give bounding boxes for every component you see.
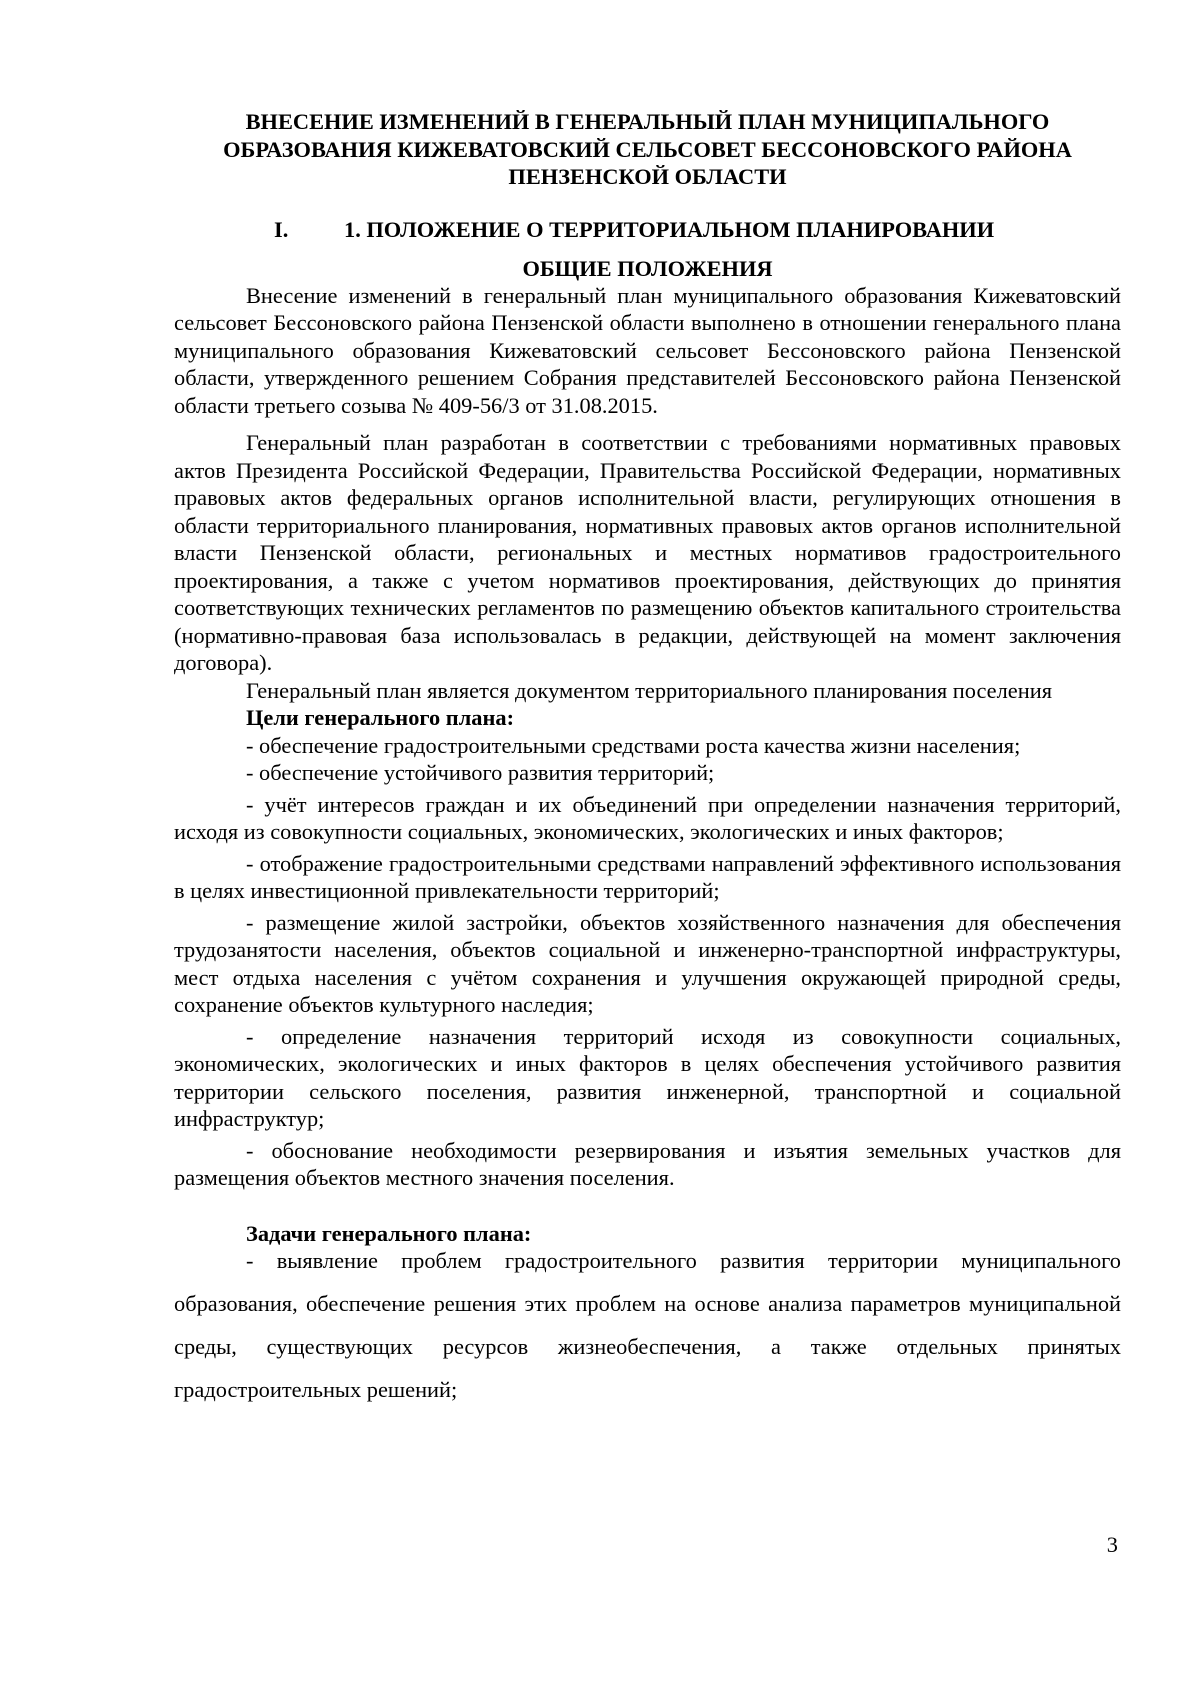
section-number: I. <box>274 216 289 242</box>
goals-heading: Цели генерального плана: <box>246 705 515 730</box>
title-line-3: ПЕНЗЕНСКОЙ ОБЛАСТИ <box>508 164 787 189</box>
goal-item: - обеспечение устойчивого развития территорий; <box>246 760 715 785</box>
tasks-heading: Задачи генерального плана: <box>246 1220 532 1246</box>
goal-item: - обеспечение градостроительными средствами роста качества жизни населения; <box>246 732 1021 758</box>
document-page <box>174 108 1121 1411</box>
section-heading <box>174 216 1121 244</box>
document-title <box>174 108 1121 191</box>
goal-item: - обоснование необходимости резервирования и изъятия земельных участков для размещения объектов местного значения поселения. <box>174 1137 1121 1190</box>
page-number: 3 <box>1106 1532 1118 1557</box>
section-title: 1. ПОЛОЖЕНИЕ О ТЕРРИТОРИАЛЬНОМ ПЛАНИРОВАНИИ <box>344 216 995 242</box>
paragraph-definition: Генеральный план является документом территориального планирования поселения <box>246 677 1052 703</box>
title-line-1: ВНЕСЕНИЕ ИЗМЕНЕНИЙ В ГЕНЕРАЛЬНЫЙ ПЛАН МУНИЦИПАЛЬНОГО <box>245 109 1050 134</box>
goal-item: - размещение жилой застройки, объектов хозяйственного назначения для обеспечения трудозанятости населения, объектов социальной и инженерно-транспортной инфраструктуры, мест отдыха населения с учётом сохранения и улучшения окружающей природной среды, сохранение объектов культурного наследия; <box>174 909 1121 1017</box>
paragraph-legal-basis: Генеральный план разработан в соответствии с требованиями нормативных правовых актов Президента Российской Федерации, Правительства Российской Федерации, нормативных правовых актов федеральных органов исполнительной власти, регулирующих отношения в области территориального планирования, нормативных правовых актов органов исполнительной власти Пензенской области, региональных и местных нормативов градостроительного проектирования, а также с учетом нормативов проектирования, действующих до принятия соответствующих технических регламентов по размещению объектов капитального строительства (нормативно-правовая база использовалась в редакции, действующей на момент заключения договора). <box>174 430 1121 675</box>
title-line-2: ОБРАЗОВАНИЯ КИЖЕВАТОВСКИЙ СЕЛЬСОВЕТ БЕССОНОВСКОГО РАЙОНА <box>223 136 1072 162</box>
goal-item: - определение назначения территорий исходя из совокупности социальных, экономических, экологических и иных факторов в целях обеспечения устойчивого развития территории сельского поселения, развития инженерной, транспортной и социальной инфраструктур; <box>174 1023 1121 1131</box>
goal-item: - отображение градостроительными средствами направлений эффективного использования в целях инвестиционной привлекательности территорий; <box>174 850 1121 903</box>
task-item: - выявление проблем градостроительного развития территории муниципального образования, обеспечение решения этих проблем на основе анализа параметров муниципальной среды, существующих ресурсов жизнеобеспечения, а также отдельных принятых градостроительных решений; <box>174 1248 1121 1402</box>
goal-item: - учёт интересов граждан и их объединений при определении назначения территорий, исходя из совокупности социальных, экономических, экологических и иных факторов; <box>174 791 1121 844</box>
paragraph-intro: Внесение изменений в генеральный план муниципального образования Кижеватовский сельсовет Бессоновского района Пензенской области выполнено в отношении генерального плана муниципального образования Кижеватовский сельсовет Бессоновского района Пензенской области, утвержденного решением Собрания представителей Бессоновского района Пензенской области третьего созыва № 409-56/3 от 31.08.2015. <box>174 282 1121 418</box>
subsection-title: ОБЩИЕ ПОЛОЖЕНИЯ <box>522 255 773 281</box>
